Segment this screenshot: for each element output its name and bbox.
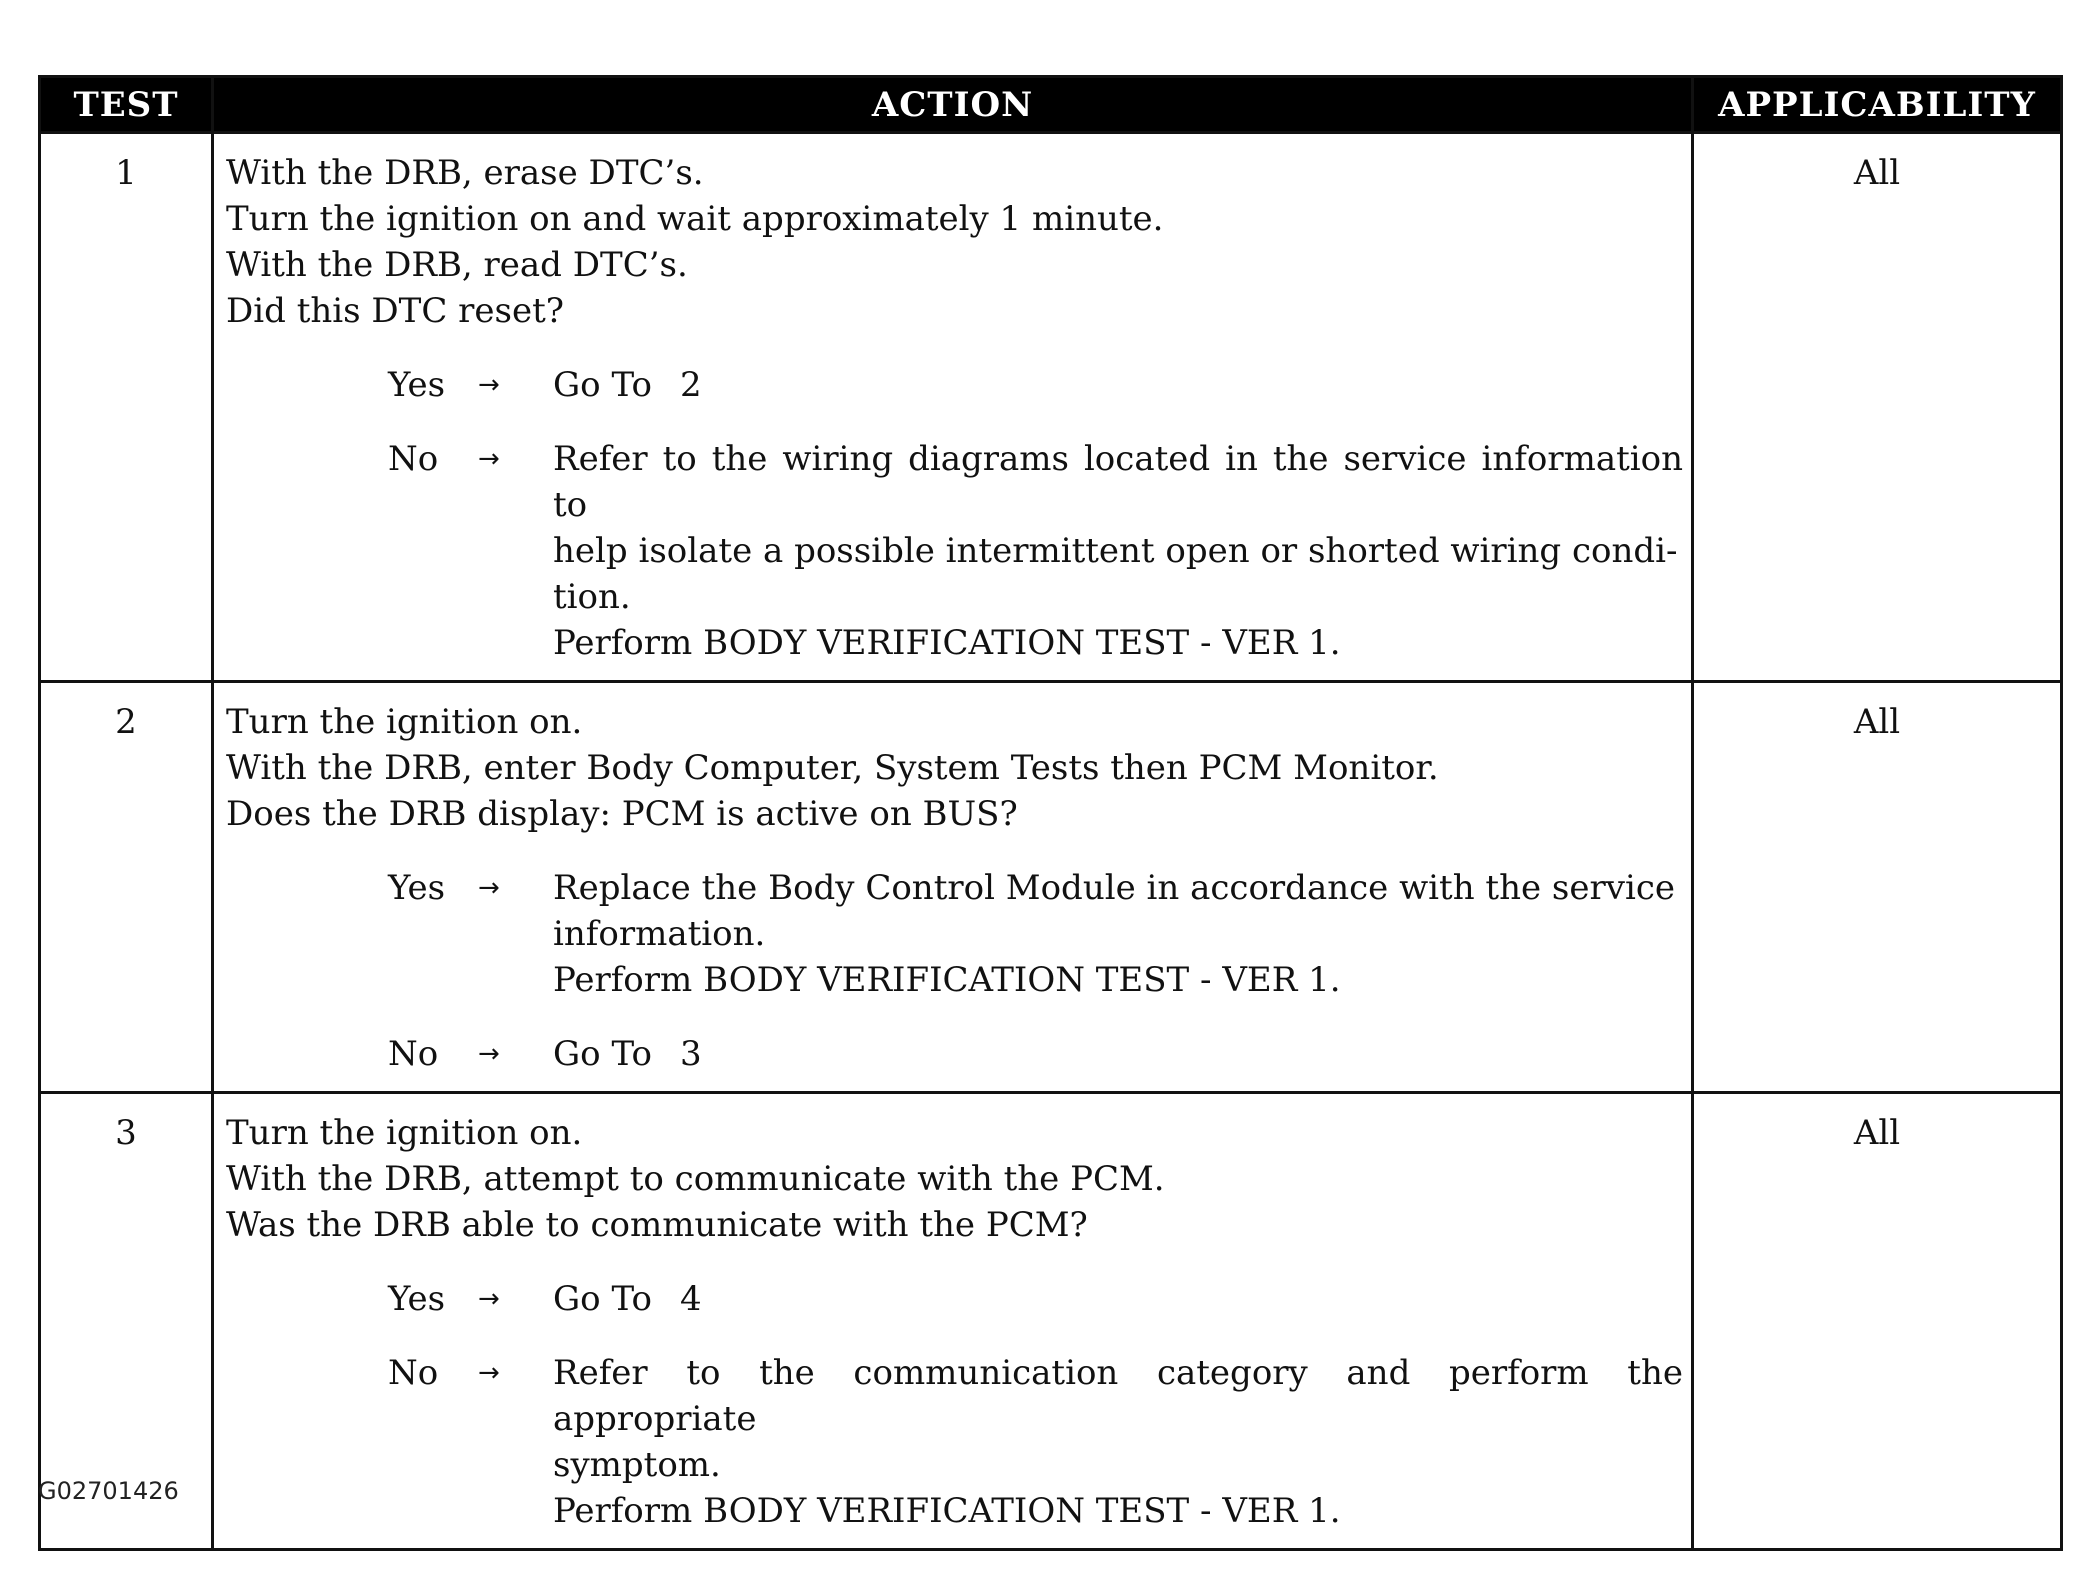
- action-step: With the DRB, read DTC’s.: [226, 245, 688, 285]
- table-row: [40, 1093, 2062, 1550]
- test-number: 2: [40, 682, 213, 1093]
- yes-goto: [553, 362, 1683, 408]
- instruction-line: Refer to the wiring diagrams located in the service information to: [553, 439, 1683, 525]
- action-cell: [213, 682, 1693, 1093]
- yes-outcome: [226, 362, 1683, 408]
- instruction-line: Replace the Body Control Module in accordance with the service: [553, 868, 1675, 908]
- header-action: ACTION: [213, 77, 1693, 133]
- yes-label: Yes: [388, 868, 446, 908]
- instruction-line: symptom.: [553, 1445, 721, 1485]
- yes-outcome: [226, 1276, 1683, 1322]
- right-arrow-icon: →: [478, 1284, 500, 1314]
- instruction-line: tion.: [553, 577, 631, 617]
- instruction-line: Perform BODY VERIFICATION TEST - VER 1.: [553, 1491, 1341, 1531]
- yes-outcome: [226, 865, 1683, 1003]
- instruction-line: Perform BODY VERIFICATION TEST - VER 1.: [553, 960, 1341, 1000]
- right-arrow-icon: →: [478, 873, 500, 903]
- action-step: Turn the ignition on.: [226, 702, 583, 742]
- applicability-value: All: [1693, 133, 2062, 682]
- instruction-line: information.: [553, 914, 766, 954]
- yes-goto: [553, 1276, 1683, 1322]
- no-label: No: [388, 439, 439, 479]
- action-cell: [213, 133, 1693, 682]
- goto-number: 3: [679, 1034, 702, 1074]
- header-test: TEST: [40, 77, 213, 133]
- goto-text: Go To: [553, 365, 652, 405]
- action-cell: [213, 1093, 1693, 1550]
- action-step: Does the DRB display: PCM is active on BUS?: [226, 794, 1018, 834]
- right-arrow-icon: →: [478, 1358, 500, 1388]
- table-row: [40, 682, 2062, 1093]
- figure-code: G02701426: [38, 1477, 179, 1505]
- table-header-row: [40, 77, 2062, 133]
- right-arrow-icon: →: [478, 370, 500, 400]
- action-step: Did this DTC reset?: [226, 291, 564, 331]
- yes-label: Yes: [388, 365, 446, 405]
- goto-number: 2: [679, 365, 702, 405]
- goto-number: 4: [679, 1279, 702, 1319]
- applicability-value: All: [1693, 682, 2062, 1093]
- test-number: 1: [40, 133, 213, 682]
- yes-label: Yes: [388, 1279, 446, 1319]
- no-goto: [553, 1031, 1683, 1077]
- no-outcome: [226, 1350, 1683, 1534]
- goto-text: Go To: [553, 1279, 652, 1319]
- goto-text: Go To: [553, 1034, 652, 1074]
- right-arrow-icon: →: [478, 1039, 500, 1069]
- yes-instructions: [553, 865, 1683, 1003]
- applicability-value: All: [1693, 1093, 2062, 1550]
- no-label: No: [388, 1353, 439, 1393]
- table-row: [40, 133, 2062, 682]
- instruction-line: Refer to the communication category and perform the appropriate: [553, 1353, 1683, 1439]
- action-step: Turn the ignition on and wait approximately 1 minute.: [226, 199, 1164, 239]
- right-arrow-icon: →: [478, 444, 500, 474]
- instruction-line: help isolate a possible intermittent open or shorted wiring condi-: [553, 531, 1678, 571]
- action-step: Turn the ignition on.: [226, 1113, 583, 1153]
- no-instructions: [553, 436, 1683, 666]
- no-label: No: [388, 1034, 439, 1074]
- no-instructions: [553, 1350, 1683, 1534]
- action-step: With the DRB, enter Body Computer, System Tests then PCM Monitor.: [226, 748, 1439, 788]
- instruction-line: Perform BODY VERIFICATION TEST - VER 1.: [553, 623, 1341, 663]
- action-step: With the DRB, attempt to communicate with the PCM.: [226, 1159, 1165, 1199]
- no-outcome: [226, 1031, 1683, 1077]
- no-outcome: [226, 436, 1683, 666]
- action-step: Was the DRB able to communicate with the PCM?: [226, 1205, 1088, 1245]
- action-step: With the DRB, erase DTC’s.: [226, 153, 704, 193]
- test-number: 3: [40, 1093, 213, 1550]
- header-applicability: APPLICABILITY: [1693, 77, 2062, 133]
- diagnostic-test-table: [38, 75, 2063, 1551]
